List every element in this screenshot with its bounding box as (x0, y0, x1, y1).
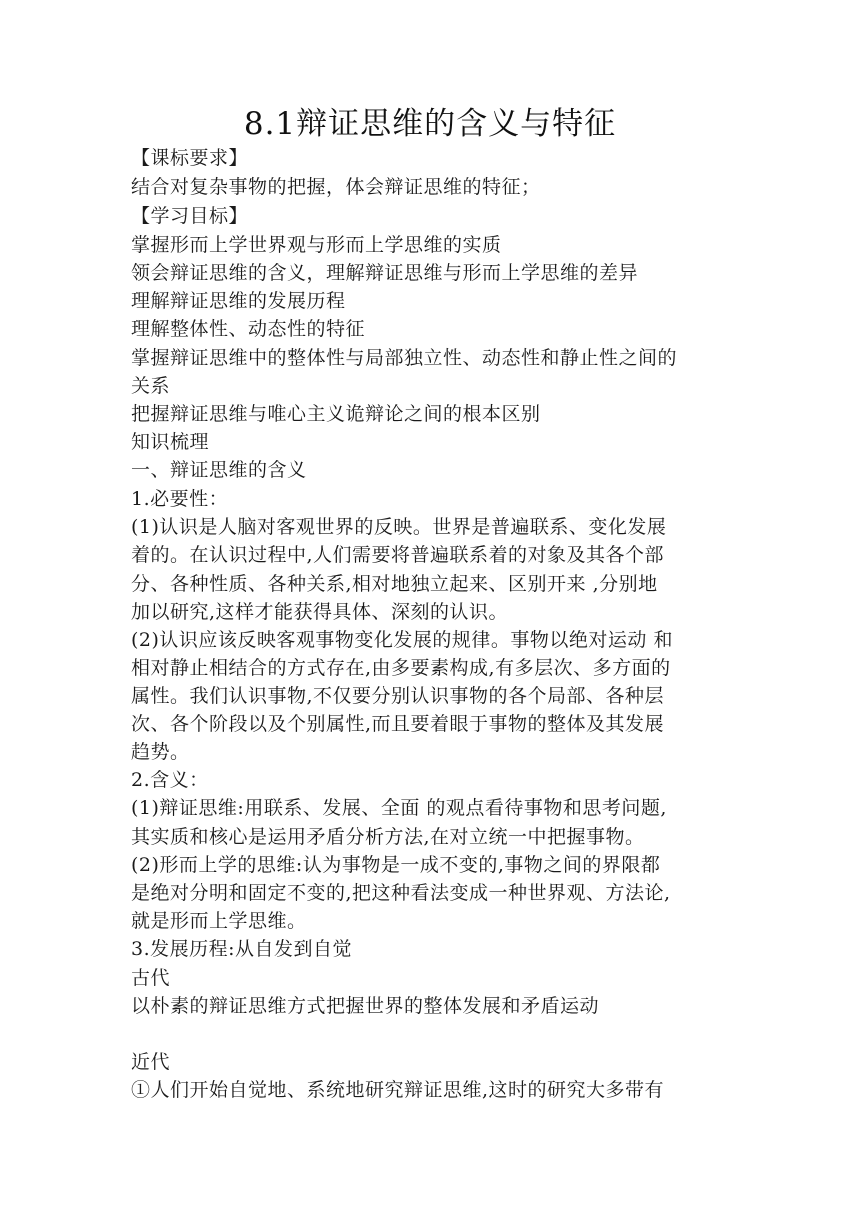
text-line: 理解整体性、动态性的特征 (131, 318, 366, 340)
text-line: (1)认识是人脑对客观世界的反映。世界是普遍联系、变化发展 (131, 516, 667, 538)
text-line: 次、各个阶段以及个别属性,而且要着眼于事物的整体及其发展 (131, 713, 665, 735)
text-line: 其实质和核心是运用矛盾分析方法,在对立统一中把握事物。 (131, 826, 645, 848)
text-line: 以朴素的辩证思维方式把握世界的整体发展和矛盾运动 (131, 995, 600, 1017)
text-line: 领会辩证思维的含义，理解辩证思维与形而上学思维的差异 (131, 262, 639, 284)
section-heading: 一、辩证思维的含义 (131, 459, 307, 481)
section-heading: 知识梳理 (131, 431, 210, 453)
text-line: 关系 (131, 375, 171, 397)
text-line: 近代 (131, 1051, 171, 1073)
text-line: ①人们开始自觉地、系统地研究辩证思维,这时的研究大多带有 (131, 1079, 665, 1101)
text-line: 古代 (131, 967, 171, 989)
text-line: 把握辩证思维与唯心主义诡辩论之间的根本区别 (131, 403, 541, 425)
text-line: 3.发展历程:从自发到自觉 (131, 938, 353, 960)
text-line: 着的。在认识过程中,人们需要将普遍联系着的对象及其各个部 (131, 544, 665, 566)
text-line: (1)辩证思维:用联系、发展、全面 的观点看待事物和思考问题, (131, 797, 667, 819)
text-line: 就是形而上学思维。 (131, 910, 307, 932)
text-line: 是绝对分明和固定不变的,把这种看法变成一种世界观、方法论, (131, 882, 671, 904)
text-line: (2)形而上学的思维:认为事物是一成不变的,事物之间的界限都 (131, 854, 661, 876)
text-line: 2.含义： (131, 769, 209, 791)
text-line: (2)认识应该反映客观事物变化发展的规律。事物以绝对运动 和 (131, 629, 673, 651)
text-line: 掌握形而上学世界观与形而上学思维的实质 (131, 234, 502, 256)
text-line: 掌握辩证思维中的整体性与局部独立性、动态性和静止性之间的 (131, 347, 678, 369)
text-line: 结合对复杂事物的把握，体会辩证思维的特征； (131, 176, 541, 198)
text-line: 相对静止相结合的方式存在,由多要素构成,有多层次、多方面的 (131, 657, 671, 679)
text-line: 趋势。 (131, 741, 190, 763)
text-line: 属性。我们认识事物,不仅要分别认识事物的各个局部、各种层 (131, 685, 665, 707)
text-line: 1.必要性： (131, 488, 229, 510)
section-heading: 【课标要求】 (131, 147, 249, 169)
text-line: 分、各种性质、各种关系,相对地独立起来、区别开来 ,分别地 (131, 573, 658, 595)
text-line: 理解辩证思维的发展历程 (131, 290, 346, 312)
text-line: 加以研究,这样才能获得具体、深刻的认识。 (131, 601, 509, 623)
document-title: 8.1辩证思维的含义与特征 (243, 106, 617, 142)
section-heading: 【学习目标】 (131, 205, 249, 227)
